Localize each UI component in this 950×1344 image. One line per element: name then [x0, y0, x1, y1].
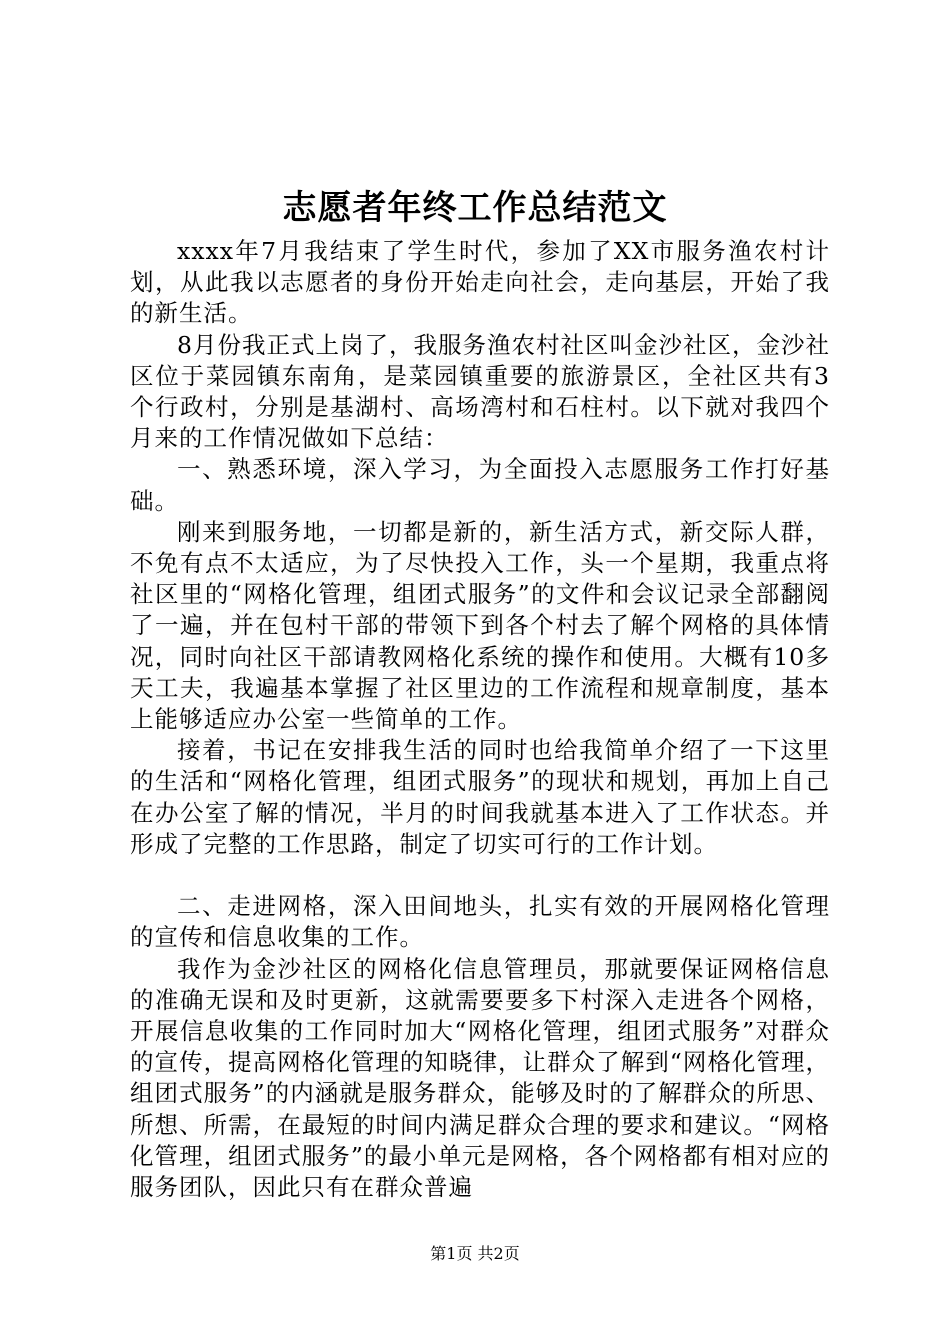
- blank-line: [130, 860, 830, 891]
- section-heading-one: 一、熟悉环境，深入学习，为全面投入志愿服务工作打好基础。: [130, 455, 830, 515]
- paragraph-grid-management: 我作为金沙社区的网格化信息管理员，那就要保证网格信息的准确无误和及时更新，这就需要要多下村深入走进各个网格，开展信息收集的工作同时加大“网格化管理，组团式服务”对群众的宣传，提高网格化管理的知晓律，让群众了解到“网格化管理，组团式服务”的内涵就是服务群众，能够及时的了解群众的所思、所想、所需，在最短的时间内满足群众合理的要求和建议。“网格化管理，组团式服务”的最小单元是网格，各个网格都有相对应的服务团队，因此只有在群众普遍: [130, 954, 830, 1202]
- section-heading-two: 二、走进网格，深入田间地头，扎实有效的开展网格化管理的宣传和信息收集的工作。: [130, 892, 830, 952]
- paragraph-intro: xxxx年7月我结束了学生时代，参加了XX市服务渔农村计划，从此我以志愿者的身份开始走向社会，走向基层，开始了我的新生活。: [130, 237, 830, 328]
- document-body: [130, 236, 830, 1203]
- paragraph-adapting: 刚来到服务地，一切都是新的，新生活方式，新交际人群，不免有点不太适应，为了尽快投入工作，头一个星期，我重点将社区里的“网格化管理，组团式服务”的文件和会议记录全部翻阅了一遍，并在包村干部的带领下到各个村去了解个网格的具体情况，同时向社区干部请教网格化系统的操作和使用。大概有10多天工夫，我遍基本掌握了社区里边的工作流程和规章制度，基本上能够适应办公室一些简单的工作。: [130, 517, 830, 734]
- document-title: 志愿者年终工作总结范文: [282, 188, 668, 228]
- page-number-footer: 第1页 共2页: [430, 1244, 520, 1263]
- paragraph-work-plan: 接着，书记在安排我生活的同时也给我简单介绍了一下这里的生活和“网格化管理，组团式服务”的现状和规划，再加上自己在办公室了解的情况，半月的时间我就基本进入了工作状态。并形成了完整的工作思路，制定了切实可行的工作计划。: [130, 736, 830, 858]
- paragraph-community: 8月份我正式上岗了，我服务渔农村社区叫金沙社区，金沙社区位于菜园镇东南角，是菜园镇重要的旅游景区，全社区共有3个行政村，分别是基湖村、高场湾村和石柱村。以下就对我四个月来的工作情况做如下总结：: [130, 330, 830, 453]
